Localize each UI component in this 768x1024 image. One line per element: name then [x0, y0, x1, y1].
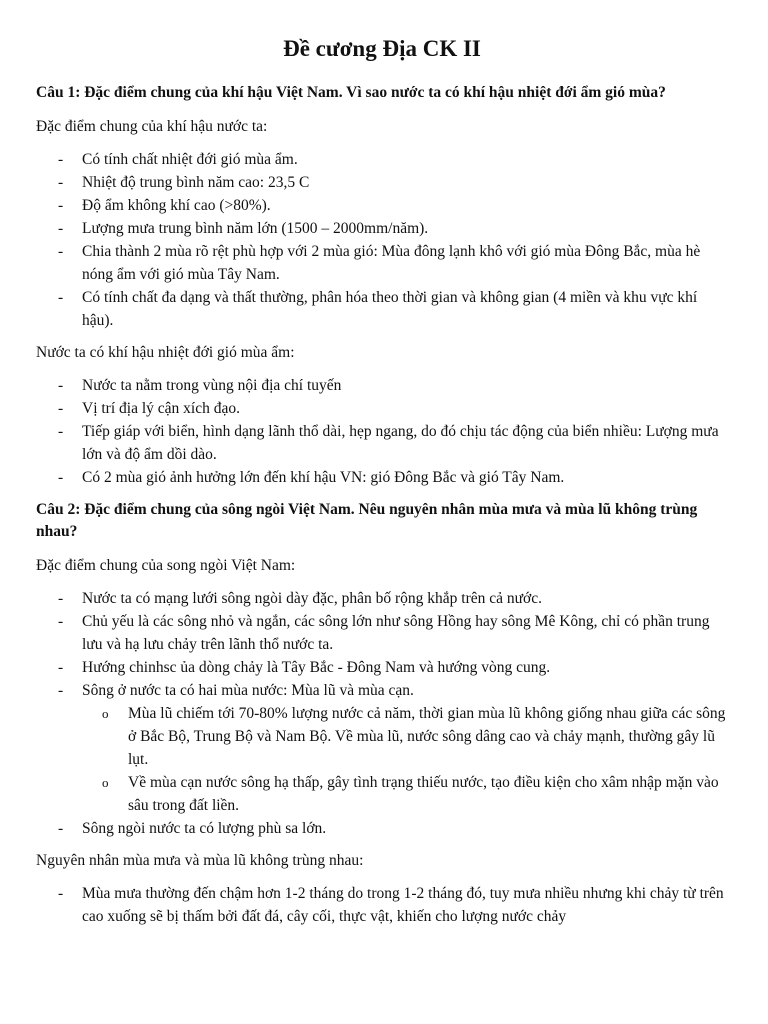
dash-bullet: - [58, 377, 64, 394]
section-lead: Nguyên nhân mùa mưa và mùa lũ không trùng nhau: [36, 852, 364, 869]
section-lead: Nước ta có khí hậu nhiệt đới gió mùa ẩm: [36, 344, 295, 361]
list-item-text: Tiếp giáp với biển, hình dạng lãnh thổ dài, hẹp ngang, do đó chịu tác động của biển nhiều: Lượng mưa lớn và độ ẩm dồi dào. [82, 423, 719, 463]
dash-bullet: - [58, 885, 64, 902]
section-lead: Đặc điểm chung của song ngòi Việt Nam: [36, 557, 296, 574]
list-item-text: Có tính chất đa dạng và thất thường, phân hóa theo thời gian và không gian (4 miền và khu vực khí hậu). [82, 289, 698, 329]
dash-bullet: - [58, 469, 64, 486]
dash-bullet: - [58, 590, 64, 607]
circle-bullet: o [102, 775, 109, 790]
list-item [36, 171, 728, 194]
dash-bullet: - [58, 400, 64, 417]
list-item-text: Vị trí địa lý cận xích đạo. [82, 400, 240, 417]
list-item-text: Sông ở nước ta có hai mùa nước: Mùa lũ và mùa cạn. [82, 682, 414, 699]
list-item [36, 817, 728, 840]
list-item-text: Độ ẩm không khí cao (>80%). [82, 197, 271, 214]
list-item-text: Có tính chất nhiệt đới gió mùa ẩm. [82, 151, 298, 168]
dash-bullet: - [58, 243, 64, 260]
page-title: Đề cương Địa CK II [283, 36, 481, 61]
dash-bullet: - [58, 220, 64, 237]
list-item [36, 148, 728, 171]
list-item [36, 286, 728, 332]
bullet-list [36, 882, 728, 928]
sub-list-item-text: Mùa lũ chiếm tới 70-80% lượng nước cả năm, thời gian mùa lũ không giống nhau giữa các sông ở Bắc Bộ, Trung Bộ và Nam Bộ. Về mùa lũ, nước sông dâng cao và chảy mạnh, thường gây lũ lụt. [128, 705, 726, 768]
list-item-text: Mùa mưa thường đến chậm hơn 1-2 tháng do trong 1-2 tháng đó, tuy mưa nhiều nhưng khi chảy từ trên cao xuống sẽ bị thấm bởi đất đá, cây cối, thực vật, khiến cho lượng nước chảy [82, 885, 724, 925]
question-heading: Câu 2: Đặc điểm chung của sông ngòi Việt Nam. Nêu nguyên nhân mùa mưa và mùa lũ không trùng nhau? [36, 501, 698, 540]
circle-bullet: o [102, 706, 109, 721]
dash-bullet: - [58, 613, 64, 630]
dash-bullet: - [58, 174, 64, 191]
question-heading: Câu 1: Đặc điểm chung của khí hậu Việt Nam. Vì sao nước ta có khí hậu nhiệt đới ẩm gió mùa? [36, 84, 666, 101]
list-item [36, 587, 728, 610]
list-item-text: Lượng mưa trung bình năm lớn (1500 – 2000mm/năm). [82, 220, 429, 237]
dash-bullet: - [58, 289, 64, 306]
document-body [36, 82, 728, 928]
sub-list [82, 702, 728, 817]
list-item [36, 679, 728, 817]
bullet-list [36, 374, 728, 489]
list-item [36, 194, 728, 217]
list-item [36, 240, 728, 286]
list-item-text: Nhiệt độ trung bình năm cao: 23,5 C [82, 174, 310, 191]
sub-list-item [82, 702, 728, 771]
list-item-text: Chia thành 2 mùa rõ rệt phù hợp với 2 mùa gió: Mùa đông lạnh khô với gió mùa Đông Bắc, mùa hè nóng ẩm với gió mùa Tây Nam. [82, 243, 701, 283]
list-item [36, 374, 728, 397]
list-item-text: Nước ta nằm trong vùng nội địa chí tuyến [82, 377, 342, 394]
list-item-text: Có 2 mùa gió ảnh hưởng lớn đến khí hậu VN: gió Đông Bắc và gió Tây Nam. [82, 469, 565, 486]
dash-bullet: - [58, 151, 64, 168]
bullet-list [36, 148, 728, 332]
list-item [36, 397, 728, 420]
list-item-text: Sông ngòi nước ta có lượng phù sa lớn. [82, 820, 327, 837]
list-item-text: Chủ yếu là các sông nhỏ và ngắn, các sông lớn như sông Hồng hay sông Mê Kông, chỉ có phần trung lưu và hạ lưu chảy trên lãnh thổ nước ta. [82, 613, 710, 653]
sub-list-item-text: Về mùa cạn nước sông hạ thấp, gây tình trạng thiếu nước, tạo điều kiện cho xâm nhập mặn vào sâu trong đất liền. [128, 774, 719, 814]
list-item [36, 656, 728, 679]
list-item-text: Nước ta có mạng lưới sông ngòi dày đặc, phân bố rộng khắp trên cả nước. [82, 590, 542, 607]
dash-bullet: - [58, 820, 64, 837]
list-item [36, 466, 728, 489]
dash-bullet: - [58, 659, 64, 676]
dash-bullet: - [58, 423, 64, 440]
sub-list-item [82, 771, 728, 817]
list-item [36, 420, 728, 466]
list-item [36, 217, 728, 240]
dash-bullet: - [58, 682, 64, 699]
list-item [36, 610, 728, 656]
bullet-list [36, 587, 728, 840]
list-item [36, 882, 728, 928]
list-item-text: Hướng chinhsc ủa dòng chảy là Tây Bắc - Đông Nam và hướng vòng cung. [82, 659, 551, 676]
dash-bullet: - [58, 197, 64, 214]
section-lead: Đặc điểm chung của khí hậu nước ta: [36, 118, 268, 135]
